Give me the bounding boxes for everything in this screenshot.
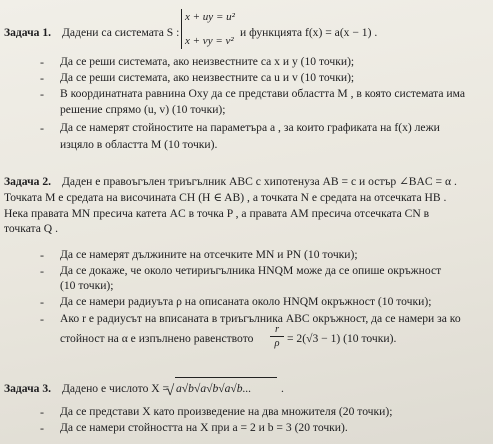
task2-item-2-cont: (10 точки);: [60, 279, 114, 292]
bullet: -: [40, 264, 44, 278]
task1-heading: Задача 1.: [4, 26, 52, 39]
system-eq1: x + uy = u²: [185, 11, 235, 23]
fraction-numerator: r: [274, 324, 280, 335]
task1-intro: Дадени са системата S :: [62, 26, 180, 39]
task2-item-3: Да се намери радиуъта ρ на описаната около HNQM окръжност (10 точки);: [60, 295, 432, 308]
task3-heading: Задача 3.: [4, 382, 52, 395]
task2-intro-1: Даден е правоъгълен триъгълник ABC с хипотенуза AB = c и остър ∠BAC = α .: [62, 175, 457, 188]
task1-item-3-cont: решение спрямо (u, v) (10 точки);: [60, 103, 226, 116]
task3-intro: Дадено е числото X =: [62, 382, 170, 395]
bullet: -: [40, 312, 44, 326]
bullet: -: [40, 295, 44, 309]
task3-radical: a√b√a√b√a√b...: [176, 382, 252, 395]
task1-item-2: Да се реши системата, ако неизвестните са u и v (10 точки);: [60, 71, 355, 84]
fraction-r-over-rho: [270, 324, 284, 349]
radical-sign: √: [166, 383, 175, 399]
fraction-denominator: ρ: [274, 338, 280, 349]
task2-item-4-cont: стойност на α е изпълнено равенството: [60, 332, 254, 345]
task1-item-3: В координатната равнина Oxy да се представи областта M , в която системата има: [60, 87, 466, 100]
task1-item-4-cont: изцяло в областта M (10 точки).: [60, 138, 218, 151]
radical-overline: [175, 377, 277, 378]
bullet: -: [40, 248, 44, 262]
system-eq2: x + vy = v²: [185, 35, 234, 47]
task2-item-4-equation: = 2(√3 − 1) (10 точки).: [287, 332, 397, 345]
task2-item-1: Да се намерят дължините на отсечките MN и PN (10 точки);: [60, 248, 358, 261]
task2-intro-4: точката Q .: [4, 222, 58, 235]
task1-item-4: Да се намерят стойностите на параметъра a , за които графиката на f(x) лежи: [60, 121, 440, 134]
bullet: -: [40, 71, 44, 85]
task1-intro2: и функцията f(x) = a(x − 1) .: [240, 26, 378, 39]
task2-item-4: Ако r е радиусът на вписаната в триъгълника ABC окръжност, да се намери за ко: [60, 312, 461, 325]
bullet: -: [40, 421, 44, 435]
bullet: -: [40, 405, 44, 419]
fraction-bar: [270, 336, 284, 337]
bullet: -: [40, 55, 44, 69]
bullet: -: [40, 87, 44, 101]
task2-heading: Задача 2.: [4, 175, 52, 188]
task1-item-1: Да се реши системата, ако неизвестните са x и y (10 точки);: [60, 55, 355, 68]
system-brace: [181, 9, 182, 49]
task2-item-2: Да се докаже, че около четириъгълника HNQM може да се опише окръжност: [60, 264, 442, 277]
task3-tail: .: [281, 382, 284, 395]
task3-item-1: Да се представи X като произведение на два множителя (20 точки);: [60, 405, 393, 418]
task3-item-2: Да се намери стойността на X при a = 2 и b = 3 (20 точки).: [60, 421, 348, 434]
task2-intro-3: Нека правата MN пресича катета AC в точка P , а правата AM пресича отсечката CN в: [4, 207, 430, 220]
task2-intro-2: Точката M е средата на височината CH (H ∈ AB) , а точката N е средата на отсечката HB .: [4, 191, 447, 204]
bullet: -: [40, 121, 44, 135]
